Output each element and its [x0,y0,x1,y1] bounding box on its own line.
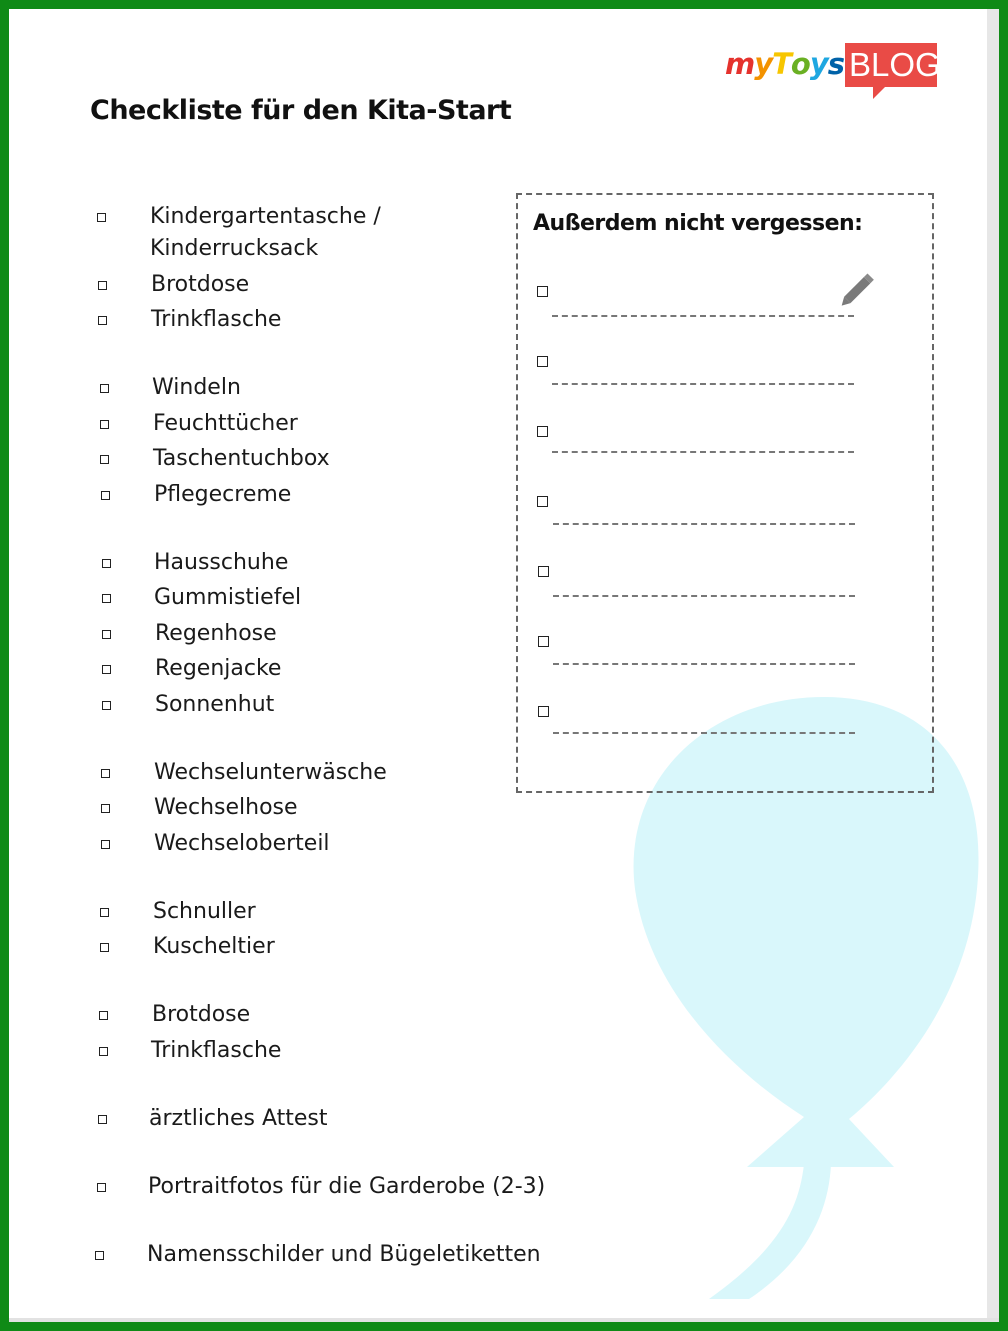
checklist-item-label: Portraitfotos für die Garderobe (2-3) [148,1174,546,1199]
checkbox[interactable] [102,665,111,674]
page-shadow-right [987,9,999,1322]
checkbox[interactable] [97,213,106,222]
checklist-item-label: Regenhose [155,621,277,646]
checkbox[interactable] [99,1047,108,1056]
blank-checkbox[interactable] [537,356,548,367]
logo-letter: s [827,47,845,81]
blank-checkbox[interactable] [537,426,548,437]
blank-write-line[interactable] [553,663,855,665]
checklist-item-label: Wechseloberteil [154,831,330,856]
blank-checkbox[interactable] [537,286,548,297]
checkbox[interactable] [102,594,111,603]
checklist-item-label: Wechselunterwäsche [154,760,387,785]
checkbox[interactable] [97,1183,106,1192]
blog-badge: BLOG [849,46,941,83]
blank-write-line[interactable] [552,315,854,317]
checklist-item-label: Wechselhose [154,795,298,820]
checklist-item-label: Schnuller [153,899,256,924]
checkbox[interactable] [100,420,109,429]
checklist-item-label: Brotdose [152,1002,251,1027]
checkbox[interactable] [98,1115,107,1124]
logo-letter: y [754,47,773,81]
checkbox[interactable] [100,384,109,393]
checklist-item-label: Gummistiefel [154,585,302,610]
mytoys-blog-logo [725,39,940,99]
checkbox[interactable] [101,804,110,813]
blank-checkbox[interactable] [537,496,548,507]
checkbox[interactable] [102,630,111,639]
blank-write-line[interactable] [552,383,854,385]
checklist-item-label: Trinkflasche [151,307,282,332]
checkbox[interactable] [99,1011,108,1020]
logo-letter: o [790,47,810,81]
logo-wordmark [725,47,844,81]
extra-box-title: Außerdem nicht vergessen: [533,211,863,236]
checkbox[interactable] [102,559,111,568]
checklist-item-label: Feuchttücher [153,411,298,436]
checklist-item-label: Brotdose [151,272,250,297]
page-shadow-bottom [9,1318,999,1322]
checkbox[interactable] [100,908,109,917]
checklist-item-label: Hausschuhe [154,550,289,575]
blank-checkbox[interactable] [538,566,549,577]
page-title: Checkliste für den Kita-Start [90,95,512,126]
checklist-item-label: Kindergartentasche / Kinderrucksack [150,204,381,261]
checkbox[interactable] [98,281,107,290]
checklist-item-label: Taschentuchbox [153,446,330,471]
checkbox[interactable] [102,701,111,710]
checkbox[interactable] [98,316,107,325]
checklist-item-label: Namensschilder und Bügeletiketten [147,1242,541,1267]
checklist-item-label: Regenjacke [155,656,282,681]
logo-letter: T [772,47,791,81]
checkbox[interactable] [101,840,110,849]
blank-checkbox[interactable] [538,706,549,717]
blank-write-line[interactable] [552,451,854,453]
blank-write-line[interactable] [553,732,855,734]
checklist-item-label: ärztliches Attest [149,1106,328,1131]
checklist-page [9,9,987,1318]
logo-letter: m [725,47,755,81]
checklist-item-label: Pflegecreme [154,482,292,507]
checkbox[interactable] [95,1251,104,1260]
blank-write-line[interactable] [553,523,855,525]
pencil-icon [837,267,881,311]
logo-letter: y [809,47,828,81]
checkbox[interactable] [101,491,110,500]
checklist-item-label: Windeln [152,375,241,400]
checkbox[interactable] [100,455,109,464]
checklist-item-label: Kuscheltier [153,934,275,959]
blank-checkbox[interactable] [538,636,549,647]
checklist-item-label: Sonnenhut [155,692,275,717]
blank-write-line[interactable] [553,595,855,597]
checkbox[interactable] [100,943,109,952]
checkbox[interactable] [101,769,110,778]
checklist-item-label: Trinkflasche [151,1038,282,1063]
